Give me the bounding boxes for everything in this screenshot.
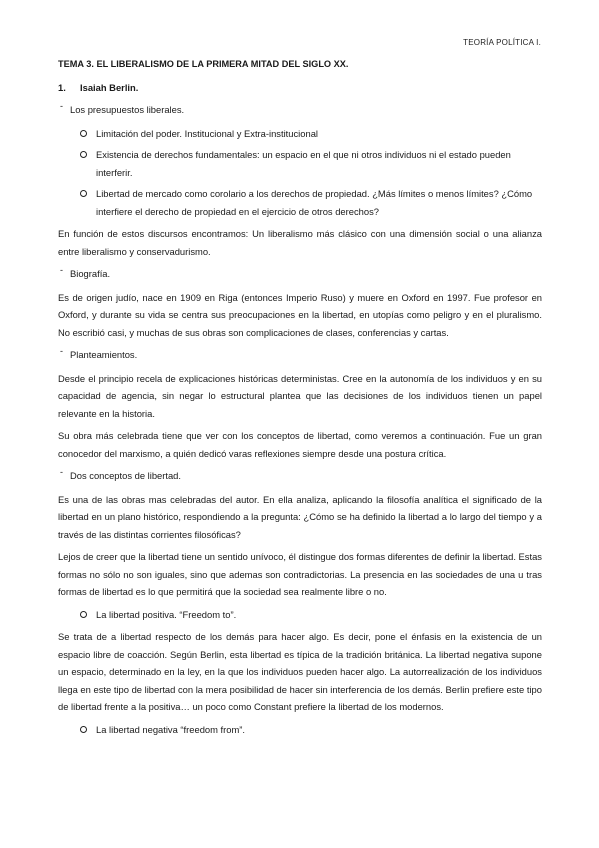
negativa-heading-text: La libertad negativa “freedom from”. <box>80 721 245 739</box>
planteamientos-heading: - Planteamientos. <box>58 346 542 364</box>
presupuestos-heading: - Los presupuestos liberales. <box>58 101 542 119</box>
paragraph-planteamientos-2: Su obra más celebrada tiene que ver con los conceptos de libertad, como veremos a continuación. Fue un gran conocedor del marxismo, a quién dedicó varas reflexiones siempre desde una postura crítica. <box>58 430 542 459</box>
negativa-heading <box>58 721 542 739</box>
paragraph-positiva: Se trata de a libertad respecto de los demás para hacer algo. Es decir, pone el énfasis en la existencia de un espacio libre de coacción. Según Berlin, esta libertad es típica de la tradición británica. La libertad negativa supone un espacio, determinado en la ley, en la que los individuos pueden hacer algo. La autorrealización de los individuos llega en este tipo de libertad con la mera posibilidad de hacer sin interferencia de los demás. Berlin prefiere este tipo de libertad frente a la positiva… un poco como Constant prefiere la libertad de los modernos. <box>58 631 542 712</box>
section-title: Isaiah Berlin. <box>80 81 139 93</box>
paragraph-conceptos-1: Es una de las obras mas celebradas del autor. En ella analiza, aplicando la filosofía analítica el significado de la libertad en un plano histórico, respondiendo a la pregunta: ¿Cómo se ha definido la libertad a lo largo del tiempo y a través de las distintas corrientes filosóficas? <box>58 493 542 540</box>
section-heading <box>58 79 542 97</box>
list-item: Limitación del poder. Institucional y Extra-institucional <box>80 125 542 143</box>
paragraph-planteamientos-1: Desde el principio recela de explicaciones históricas deterministas. Cree en la autonomía de los individuos y en su capacidad de agencia, sin negar lo estructural plantea que las decisiones de los individuos tienen un papel relevante en la historia. <box>58 372 542 419</box>
paragraph-discursos: En función de estos discursos encontramos: Un liberalismo más clásico con una dimensión social o una alianza entre liberalismo y conservadurismo. <box>58 228 542 257</box>
document-title: TEMA 3. EL LIBERALISMO DE LA PRIMERA MITAD DEL SIGLO XX. <box>58 59 349 69</box>
page-header: TEORÍA POLÍTICA I. <box>463 38 541 47</box>
list-item: Existencia de derechos fundamentales: un espacio en el que ni otros individuos ni el estado pueden interferir. <box>80 146 542 181</box>
document-body <box>58 56 542 743</box>
paragraph-conceptos-2: Lejos de creer que la libertad tiene un sentido unívoco, él distingue dos formas diferentes de definir la libertad. Estas formas no sólo no son iguales, sino que ademas son contradictorias. La presencia en las sociedades de una u tras formas de libertad es lo que permitirá que la sociedad sea realmente libre o no. <box>58 551 542 597</box>
positiva-heading-text: La libertad positiva. “Freedom to”. <box>80 606 236 624</box>
section-number: 1. <box>58 81 66 93</box>
paragraph-biografia: Es de origen judío, nace en 1909 en Riga (entonces Imperio Ruso) y muere en Oxford en 1997. Fue profesor en Oxford, y durante su vida se centra sus preocupaciones en la libertad, en utopías como peligro y en el pluralismo. No escribió casi, y muchas de sus obras son complicaciones de clases, conferencias y cartas. <box>58 291 542 338</box>
presupuestos-list <box>58 125 542 221</box>
positiva-heading <box>58 606 542 624</box>
conceptos-heading: - Dos conceptos de libertad. <box>58 467 542 485</box>
biografia-heading: - Biografía. <box>58 265 542 283</box>
list-item: Libertad de mercado como corolario a los derechos de propiedad. ¿Más límites o menos límites? ¿Cómo interfiere el derecho de propiedad en el ejercicio de otros derechos? <box>80 185 542 220</box>
